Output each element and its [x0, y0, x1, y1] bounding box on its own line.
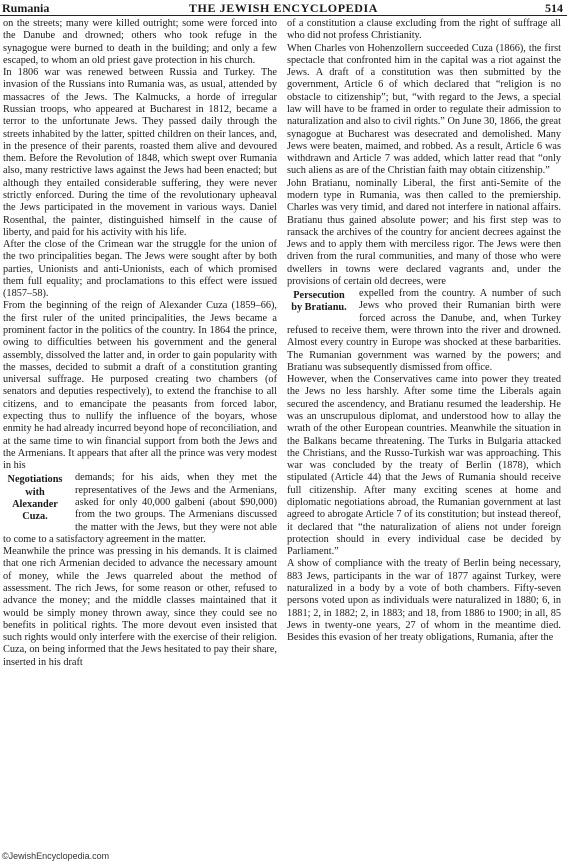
page-number: 514 [545, 1, 563, 15]
paragraph-text: demands; for his aids, when they met the representatives of the Jews and the Armenians, asked for only 40,000 galbeni (about $90,000) from the two groups. The Armenians discussed the matter with the Jews, but they were not able to come to a satisfactory agreement in the matter. [3, 472, 277, 545]
side-heading: Negotiations with Alexander Cuza. [7, 474, 63, 523]
side-heading: Persecution by Bratianu. [291, 290, 347, 314]
paragraph: on the streets; many were killed outright; some were forced into the Danube and drowned; others who took refuge in the synagogue were burned to death in the building; and only a few escaped, to whom an old priest gave protection in his church. [3, 18, 277, 66]
page-header [0, 0, 567, 16]
paragraph: However, when the Conservatives came into power they treated the Jews no less harshly. After some time the Liberals again secured the ascendency, and Bratianu resumed the leadership. He was an unscrupulous diplomat, and understood how to allay the wrath of the other European countries. Meanwhile the situation in the Balkans became threatening. The Turks in Bulgaria attacked the Christians, and the Russo-Turkish war was approaching. This war was concluded by the treaty of Berlin (1878), which stipulated (Article 44) that the Jews of Rumania should receive full citizenship. After many exciting scenes at home and diplomatic negotiations abroad, the Rumanian government at last agreed to abrogate Article 7 of its constitution; but instead thereof, it declared that “the naturalization of aliens not under foreign protection should in every individual case be decided by Parliament.” [287, 374, 561, 558]
paragraph: A show of compliance with the treaty of Berlin being necessary, 883 Jews, participants in the war of 1877 against Turkey, were naturalized in a body by a vote of both chambers. Fifty-seven persons voted upon as individuals were naturalized in 1880; 6, in 1881; 2, in 1882; 2, in 1883; and 18, from 1886 to 1900; in all, 85 Jews in twenty-one years, 27 of whom in the meantime died. Besides this evasion of her treaty obligations, Rumania, after the [287, 558, 561, 644]
paragraph: After the close of the Crimean war the struggle for the union of the two principalities began. The Jews were sought after by both parties, Unionists and anti-Unionists, each of which promised them full equality; and proclamations to this effect were issued (1857–58). [3, 239, 277, 300]
paragraph: In 1806 war was renewed between Russia and Turkey. The invasion of the Russians into Rumania was, as usual, attended by massacres of the Jews. The Kalmucks, a horde of irregular Russian troops, who appeared at Bucharest in 1812, became a terror to the unfortunate Jews. They passed daily through the streets inhabited by the latter, spitted children on their lances, and, in the presence of their parents, roasted them alive and devoured them. Before the Revolution of 1848, which swept over Rumania also, many restrictive laws against the Jews had been enacted; but although they entailed considerable suffering, they were never strictly enforced. During the time of the revolutionary upheaval the Jews participated in the movement in various ways. Daniel Rosenthal, the painter, distinguished himself in the cause of liberty, and paid for his activity with his life. [3, 67, 277, 238]
paragraph: When Charles von Hohenzollern succeeded Cuza (1866), the first spectacle that confronted him in the capital was a riot against the Jews. A draft of a constitution was then submitted by the government, Article 6 of which declared that “religion is no obstacle to citizenship”; but, “with regard to the Jews, a special law will have to be framed in order to regulate their admission to naturalization and also to civil rights.” On June 30, 1866, the great synagogue at Bucharest was desecrated and demolished. Many Jews were beaten, maimed, and robbed. As a result, Article 6 was withdrawn and Article 7 was added, which latter read that “only such aliens as are of the Christian faith may obtain citizenship.” [287, 42, 561, 177]
paragraph [3, 472, 277, 546]
copyright-notice: ©JewishEncyclopedia.com [2, 851, 110, 861]
paragraph: John Bratianu, nominally Liberal, the first anti-Semite of the modern type in Rumania, was then called to the premiership. Charles was very timid, and dared not interfere in national affairs. Bratianu thus gained absolute power; and his first step was to ransack the archives of the country for ancient decrees against the Jews and to apply them with merciless rigor. The Jews were then driven from the rural communities, and many of those who were dwellers in towns were declared vagrants and, under the provisions of certain old decrees, were [287, 177, 561, 287]
running-head-title: THE JEWISH ENCYCLOPEDIA [188, 1, 379, 15]
paragraph: of a constitution a clause excluding from the right of suffrage all who did not profess Christianity. [287, 18, 561, 42]
running-head-article: Rumania [2, 1, 50, 15]
paragraph: From the beginning of the reign of Alexander Cuza (1859–66), the first ruler of the united principalities, the Jews became a prominent factor in the politics of the country. In 1864 the prince, owing to difficulties between his government and the general assembly, dissolved the latter and, in order to gain popularity with the masses, decided to submit a draft of a constitution granting universal suffrage. He purposed creating two chambers (of senators and deputies respectively), to extend the franchise to all citizens, and to emancipate the peasants from forced labor, expecting thus to nullify the influence of the boyars, whose enmity he had already incurred beyond hope of reconciliation, and at the same time to win financial support from both the Jews and the Armenians. It appears that after all the prince was very modest in his [3, 300, 277, 472]
right-column [287, 18, 561, 644]
paragraph-text: expelled from the country. A number of such Jews who proved their Rumanian birth were forced across the Danube, and, when Turkey refused to receive them, were thrown into the river and drowned. Almost every country in Europe was shocked at these barbarities. The Rumanian government was warned by the powers; and Bratianu was subsequently dismissed from office. [287, 288, 561, 373]
paragraph: Meanwhile the prince was pressing in his demands. It is claimed that one rich Armenian decided to advance the necessary amount of money, while the Jews quarreled about the method of assessment. The rich Jews, for some reason or other, refused to advance the money; and the middle classes maintained that it would be simply money thrown away, since they could see no benefits in political rights. The more devout even insisted that such rights would only interfere with the exercise of their religion. Cuza, on being informed that the Jews hesitated to pay their share, inserted in his draft [3, 546, 277, 668]
paragraph [287, 288, 561, 374]
left-column [3, 18, 277, 669]
